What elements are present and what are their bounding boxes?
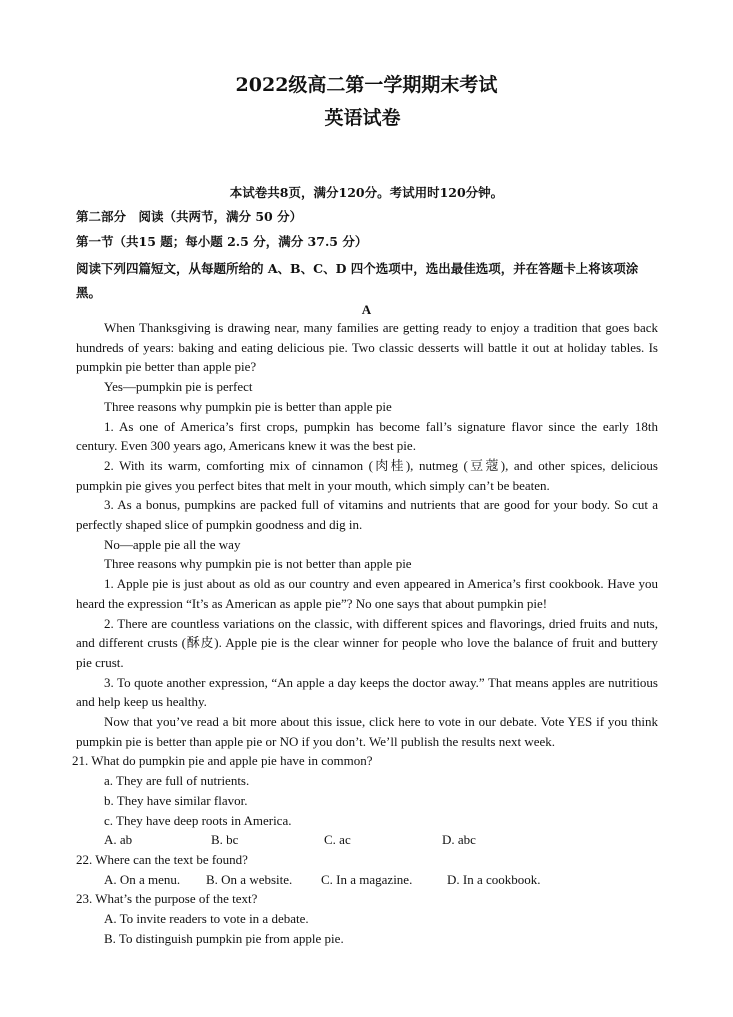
exam-subtitle: 英语试卷 <box>324 107 401 129</box>
question-statement: a. They are full of nutrients. <box>104 773 250 789</box>
option: C. ac <box>324 832 351 848</box>
option: D. abc <box>442 832 476 848</box>
yes-heading: Yes—pumpkin pie is perfect <box>104 379 253 395</box>
part-title: 第二部分 阅读（共两节，满分 50 分） <box>76 209 303 224</box>
question-stem: 21. What do pumpkin pie and apple pie have in common? <box>72 753 373 769</box>
exam-title: 2022级高二第一学期期末考试 <box>235 74 498 96</box>
question-options <box>76 830 658 850</box>
instructions: 阅读下列四篇短文，从每题所给的 A、B、C、D 四个选项中，选出最佳选项，并在答题卡上将该项涂黑。 <box>76 261 639 300</box>
passage-letter: A <box>361 302 372 317</box>
yes-point: 2. With its warm, comforting mix of cinnamon (肉桂), nutmeg (豆蔻), and other spices, delicious pumpkin pie gives you perfect bites that melt in your mouth, which simply can’t be beaten. <box>76 457 658 493</box>
yes-point: 3. As a bonus, pumpkins are packed full of vitamins and nutrients that are good for your body. So cut a perfectly shaped slice of pumpkin goodness and dig in. <box>76 497 658 533</box>
option: A. ab <box>104 832 133 848</box>
no-heading: No—apple pie all the way <box>104 536 241 552</box>
option: D. In a cookbook. <box>447 871 541 887</box>
passage-intro: When Thanksgiving is drawing near, many families are getting ready to enjoy a tradition that goes back hundreds of years: baking and eating delicious pie. Two classic desserts will battle it out at holiday tables. Is pumpkin pie better than apple pie? <box>76 320 658 375</box>
section-title: 第一节（共15 题；每小题 2.5 分，满分 37.5 分） <box>76 234 368 249</box>
passage-closing: Now that you’ve read a bit more about this issue, click here to vote in our debate. Vote YES if you think pumpkin pie is better than apple pie or NO if you don’t. We’ll publish the results next week. <box>76 714 658 749</box>
no-point: 1. Apple pie is just about as old as our country and even appeared in America’s first cookbook. Have you heard the expression “It’s as American as apple pie”? No one says that about pumpkin pie! <box>76 576 658 611</box>
no-point: 2. There are countless variations on the classic, with different spices and flavorings, dried fruits and nuts, and different crusts (酥皮). Apple pie is the clear winner for people who love the balance of fruit and buttery pie crust. <box>76 615 658 670</box>
question-stem: 22. Where can the text be found? <box>76 851 248 867</box>
question-stem: 23. What’s the purpose of the text? <box>76 891 258 907</box>
no-point: 3. To quote another expression, “An apple a day keeps the doctor away.” That means apples are nutritious and help keep us healthy. <box>76 674 658 710</box>
option: A. To invite readers to vote in a debate. <box>104 911 309 927</box>
option: C. In a magazine. <box>321 871 413 887</box>
no-subheading: Three reasons why pumpkin pie is not better than apple pie <box>104 556 412 572</box>
option: B. To distinguish pumpkin pie from apple pie. <box>104 930 344 946</box>
passage-body <box>72 318 658 949</box>
question-statement: b. They have similar flavor. <box>104 792 248 808</box>
option: B. On a website. <box>206 871 293 887</box>
exam-note: 本试卷共8页，满分120分。考试用时120分钟。 <box>229 185 504 200</box>
yes-point: 1. As one of America’s first crops, pumpkin has become fall’s signature flavor since the early 18th century. Even 300 years ago, Americans knew it was the best pie. <box>76 418 658 454</box>
option: B. bc <box>211 832 239 848</box>
yes-subheading: Three reasons why pumpkin pie is better than apple pie <box>104 398 392 414</box>
option: A. On a menu. <box>104 871 181 887</box>
question-options <box>76 870 658 890</box>
question-statement: c. They have deep roots in America. <box>104 812 292 828</box>
